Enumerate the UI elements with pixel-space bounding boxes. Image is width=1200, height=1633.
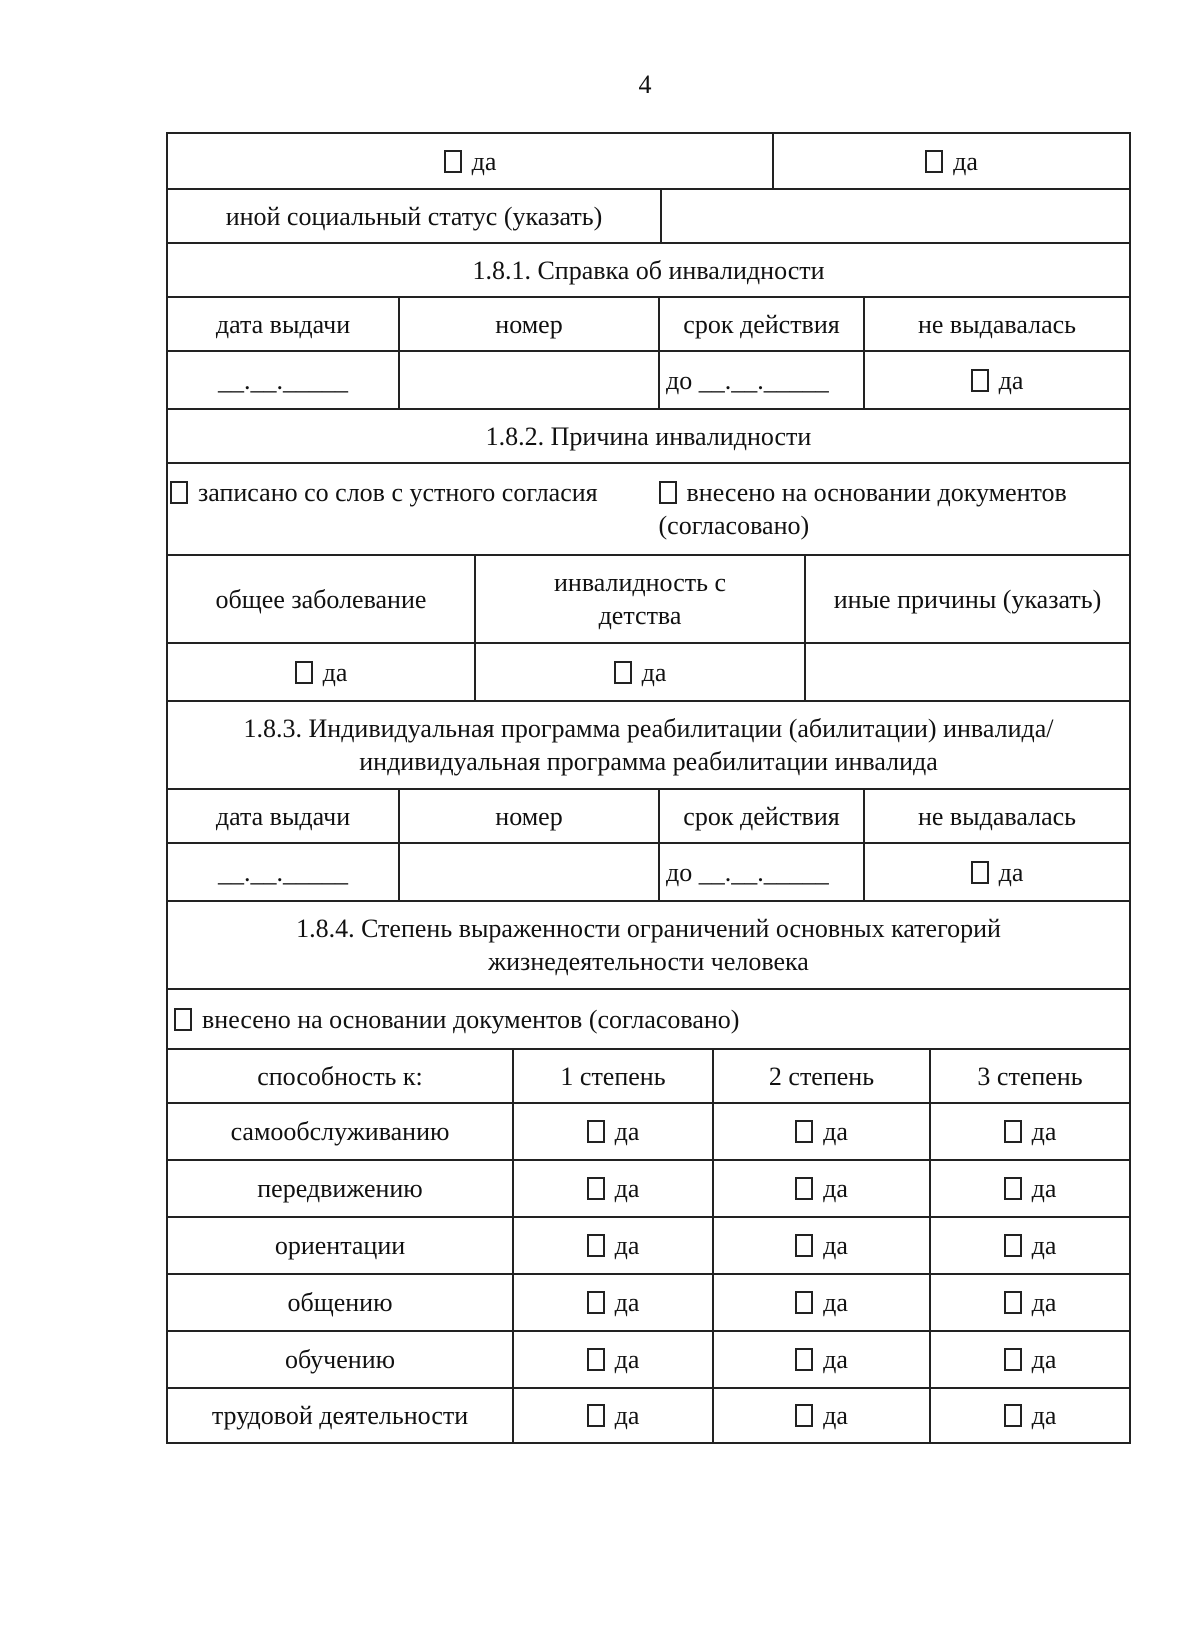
degree-2-checkbox[interactable]: да xyxy=(712,1389,929,1442)
checkbox-icon[interactable] xyxy=(444,150,462,173)
ability-label: трудовой деятельности xyxy=(211,1401,469,1430)
degree-1-checkbox[interactable]: да xyxy=(512,1218,712,1273)
section-183-header-row xyxy=(166,788,1131,842)
degree-2-checkbox[interactable]: да xyxy=(712,1218,929,1273)
social-status-label: иной социальный статус (указать) xyxy=(225,201,603,231)
checkbox-icon[interactable] xyxy=(795,1291,813,1314)
checkbox-icon[interactable] xyxy=(587,1348,605,1371)
checkbox-icon[interactable] xyxy=(1004,1404,1022,1427)
degree-2-checkbox[interactable]: да xyxy=(712,1332,929,1387)
checkbox-icon[interactable] xyxy=(795,1120,813,1143)
section-182-title-row xyxy=(166,408,1131,462)
top-yes-left[interactable]: да xyxy=(168,134,772,188)
other-causes-field[interactable] xyxy=(804,644,1129,700)
number-header: номер xyxy=(398,298,658,350)
ability-label: обучению xyxy=(284,1345,396,1374)
checkbox-icon[interactable] xyxy=(795,1234,813,1257)
ability-label: передвижению xyxy=(257,1174,423,1203)
checkbox-icon[interactable] xyxy=(587,1404,605,1427)
checkbox-icon[interactable] xyxy=(795,1404,813,1427)
social-status-row xyxy=(166,188,1131,242)
section-184-note[interactable]: внесено на основании документов (согласовано) xyxy=(168,990,1129,1048)
section-181-title: 1.8.1. Справка об инвалидности xyxy=(472,255,825,285)
checkbox-icon[interactable] xyxy=(659,481,677,504)
checkbox-icon[interactable] xyxy=(587,1120,605,1143)
degree-1-header: 1 степень xyxy=(512,1050,712,1102)
section-182-title: 1.8.2. Причина инвалидности xyxy=(485,421,812,451)
section-182-notes xyxy=(168,464,1129,554)
checkbox-icon[interactable] xyxy=(1004,1177,1022,1200)
number-field[interactable] xyxy=(398,352,658,408)
top-checkbox-row xyxy=(166,132,1131,188)
degree-1-checkbox[interactable]: да xyxy=(512,1275,712,1330)
checkbox-icon[interactable] xyxy=(614,661,632,684)
degree-2-header: 2 степень xyxy=(712,1050,929,1102)
checkbox-icon[interactable] xyxy=(1004,1234,1022,1257)
checkbox-icon[interactable] xyxy=(795,1348,813,1371)
section-181-value-row xyxy=(166,350,1131,408)
checkbox-icon[interactable] xyxy=(1004,1348,1022,1371)
page-number: 4 xyxy=(638,70,652,99)
top-yes-right[interactable]: да xyxy=(772,134,1129,188)
checkbox-icon[interactable] xyxy=(925,150,943,173)
ability-row xyxy=(166,1102,1131,1159)
not-issued-checkbox[interactable]: да xyxy=(863,844,1129,900)
section-184-header-row xyxy=(166,1048,1131,1102)
checkbox-icon[interactable] xyxy=(587,1234,605,1257)
validity-header: срок действия xyxy=(658,298,863,350)
checkbox-icon[interactable] xyxy=(795,1177,813,1200)
not-issued-header: не выдавалась xyxy=(863,298,1129,350)
checkbox-icon[interactable] xyxy=(1004,1291,1022,1314)
ability-row xyxy=(166,1387,1131,1444)
number-field[interactable] xyxy=(398,844,658,900)
checkbox-icon[interactable] xyxy=(971,861,989,884)
not-issued-header: не выдавалась xyxy=(863,790,1129,842)
checkbox-icon[interactable] xyxy=(971,369,989,392)
degree-1-checkbox[interactable]: да xyxy=(512,1161,712,1216)
by-documents-option[interactable]: внесено на основании документов (согласовано) xyxy=(658,478,1067,540)
checkbox-icon[interactable] xyxy=(1004,1120,1022,1143)
section-183-title: 1.8.3. Индивидуальная программа реабилитации (абилитации) инвалида/индивидуальная программа реабилитации инвалида xyxy=(243,714,1054,776)
ability-row xyxy=(166,1216,1131,1273)
disability-form xyxy=(166,132,1131,1444)
valid-until-field[interactable]: до __.__._____ xyxy=(658,844,863,900)
issue-date-field[interactable]: __.__._____ xyxy=(218,857,348,887)
checkbox-icon[interactable] xyxy=(170,481,188,504)
degree-3-checkbox[interactable]: да xyxy=(929,1275,1129,1330)
section-184-note-row xyxy=(166,988,1131,1048)
section-181-header-row xyxy=(166,296,1131,350)
number-header: номер xyxy=(398,790,658,842)
checkbox-icon[interactable] xyxy=(587,1291,605,1314)
ability-row xyxy=(166,1330,1131,1387)
ability-label: самообслуживанию xyxy=(230,1117,450,1146)
degree-3-header: 3 степень xyxy=(929,1050,1129,1102)
section-183-title-row xyxy=(166,700,1131,788)
section-182-header-row xyxy=(166,554,1131,642)
degree-3-checkbox[interactable]: да xyxy=(929,1104,1129,1159)
recorded-orally-option[interactable]: записано со слов с устного согласия xyxy=(170,476,639,542)
ability-row xyxy=(166,1273,1131,1330)
checkbox-icon[interactable] xyxy=(174,1008,192,1031)
degree-3-checkbox[interactable]: да xyxy=(929,1389,1129,1442)
degree-1-checkbox[interactable]: да xyxy=(512,1104,712,1159)
section-184-title: 1.8.4. Степень выраженности ограничений основных категорий жизнедеятельности человека xyxy=(296,914,1001,976)
section-182-value-row xyxy=(166,642,1131,700)
general-disease-header: общее заболевание xyxy=(215,584,427,614)
section-182-note-row xyxy=(166,462,1131,554)
issue-date-field[interactable]: __.__._____ xyxy=(218,365,348,395)
degree-3-checkbox[interactable]: да xyxy=(929,1218,1129,1273)
degree-1-checkbox[interactable]: да xyxy=(512,1332,712,1387)
section-184-title-row xyxy=(166,900,1131,988)
degree-2-checkbox[interactable]: да xyxy=(712,1104,929,1159)
degree-3-checkbox[interactable]: да xyxy=(929,1161,1129,1216)
issue-date-header: дата выдачи xyxy=(215,801,351,831)
ability-row xyxy=(166,1159,1131,1216)
validity-header: срок действия xyxy=(658,790,863,842)
general-disease-checkbox[interactable]: да xyxy=(168,644,474,700)
social-status-field[interactable] xyxy=(660,190,1129,242)
degree-1-checkbox[interactable]: да xyxy=(512,1389,712,1442)
ability-label: ориентации xyxy=(274,1231,406,1260)
section-181-title-row xyxy=(166,242,1131,296)
checkbox-icon[interactable] xyxy=(587,1177,605,1200)
ability-label: общению xyxy=(287,1288,393,1317)
degree-3-checkbox[interactable]: да xyxy=(929,1332,1129,1387)
childhood-disability-header: инвалидность с детства xyxy=(474,556,804,642)
ability-header: способность к: xyxy=(257,1061,423,1091)
childhood-disability-checkbox[interactable]: да xyxy=(474,644,804,700)
valid-until-field[interactable]: до __.__._____ xyxy=(658,352,863,408)
degree-2-checkbox[interactable]: да xyxy=(712,1161,929,1216)
section-183-value-row xyxy=(166,842,1131,900)
checkbox-icon[interactable] xyxy=(295,661,313,684)
issue-date-header: дата выдачи xyxy=(215,309,351,339)
not-issued-checkbox[interactable]: да xyxy=(863,352,1129,408)
degree-2-checkbox[interactable]: да xyxy=(712,1275,929,1330)
other-causes-header: иные причины (указать) xyxy=(804,556,1129,642)
